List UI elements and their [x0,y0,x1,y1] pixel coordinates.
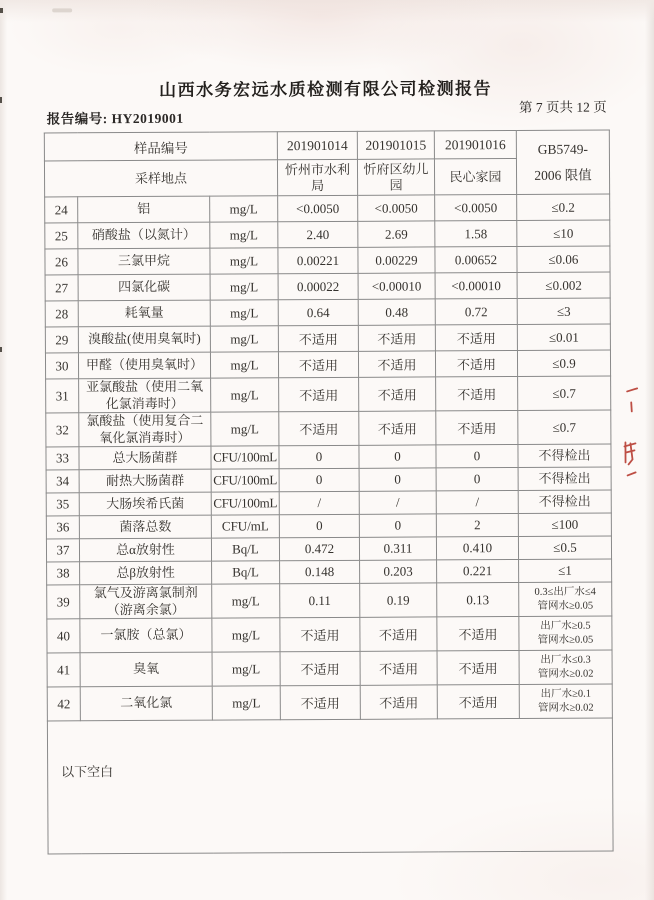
limit-line1: 出厂水≥0.1 [540,688,591,700]
limit-value-cell [517,350,610,376]
sample3-value-cell: 0.00652 [435,247,517,273]
item-name-cell: 大肠埃希氏菌 [79,492,211,516]
sample1-value-cell: 0.148 [280,560,360,583]
limit-value-cell [519,582,612,616]
sample2-value-cell: 不适用 [359,377,436,411]
header-row-sample-id [44,130,609,161]
item-name-cell: 总α放射性 [79,538,211,562]
sample3-value-cell: 0.410 [436,537,518,560]
item-name-cell: 总β放射性 [80,561,212,585]
limit-line2: 管网水≥0.02 [537,668,594,680]
unit-cell: mg/L [210,300,278,326]
unit-cell: mg/L [210,274,278,300]
limit-value-cell [518,444,611,467]
limit-value-cell [519,559,612,582]
sample1-value-cell: 0 [279,468,359,491]
limit-value-cell [518,410,611,444]
sample3-value-cell: 不适用 [437,684,519,718]
scan-edge-mark [0,8,3,13]
item-name-cell: 臭氧 [80,652,212,687]
red-stamp-fragment-icon [617,379,646,481]
page-number-indicator: 第 7 页共 12 页 [518,99,607,115]
limit-value-cell [518,513,611,536]
limit-value-cell [518,467,611,490]
unit-cell: CFU/100mL [211,492,279,515]
item-name-cell: 铝 [78,196,210,223]
sample-id-cell: 201901016 [434,131,516,159]
limit-line1: ≤10 [553,225,574,241]
limit-line1: ≤0.01 [548,329,579,345]
unit-cell: mg/L [210,222,278,248]
table-row [45,324,610,353]
unit-cell: Bq/L [211,538,279,561]
results-table-body [44,130,613,854]
table-row [46,513,611,539]
sample3-value-cell: 0 [436,445,518,468]
item-name-cell: 甲醛（使用臭氧时） [78,352,210,379]
row-number-cell: 34 [46,470,79,493]
limit-header-line2: 2006 限值 [534,167,592,183]
table-row [46,467,611,493]
sample3-value-cell: 不适用 [436,377,518,411]
table-row [47,582,612,619]
sample-id-cell: 201901015 [357,131,434,159]
sample3-value-cell: 0.72 [435,299,517,325]
item-name-cell: 耐热大肠菌群 [79,469,211,493]
table-row [45,350,610,379]
table-row [45,272,610,301]
row-number-cell: 27 [45,275,78,301]
sample2-value-cell: 0.00229 [358,247,435,273]
sample2-value-cell: 0.19 [360,583,437,617]
sample2-value-cell: / [359,491,436,514]
limit-line1: ≤1 [558,562,572,578]
sample3-value-cell: 1.58 [435,221,517,247]
sample1-value-cell: 0.00221 [278,247,358,273]
sample3-value-cell: 不适用 [436,411,518,445]
limit-line1: 不得检出 [538,470,591,487]
sample-id-cell: 201901014 [277,131,357,159]
sample2-value-cell: 2.69 [358,221,435,247]
row-number-cell: 40 [47,619,80,653]
unit-cell: mg/L [211,378,279,412]
row-number-cell: 36 [46,516,79,539]
item-name-cell: 一氯胺（总氯） [80,618,212,653]
table-row [46,536,611,562]
sample2-value-cell: 0 [359,468,436,491]
limit-line1: 0.3≤出厂水≤4 [534,586,596,598]
unit-cell: mg/L [212,618,280,652]
sample-id-label-cell: 样品编号 [44,132,277,161]
limit-line2: 管网水≥0.05 [537,600,594,612]
unit-cell: mg/L [210,352,278,378]
row-number-cell: 41 [47,653,80,687]
blank-footer-row [47,718,613,854]
unit-cell: mg/L [210,196,278,222]
site-cell: 民心家园 [434,159,516,195]
table-row [47,559,612,585]
sample1-value-cell: 不适用 [280,617,360,651]
table-row [45,246,610,275]
item-name-cell: 溴酸盐(使用臭氧时) [78,326,210,353]
sample2-value-cell: 不适用 [360,651,437,685]
scan-edge-mark [0,97,2,103]
item-name-cell: 硝酸盐（以氮计） [78,222,210,249]
item-name-cell: 氯酸盐（使用复合二氧化氯消毒时） [79,412,211,447]
row-number-cell: 35 [46,493,79,516]
row-number-cell: 32 [46,413,79,447]
row-number-cell: 24 [45,197,78,223]
row-number-cell: 42 [47,687,80,721]
unit-cell: mg/L [212,652,280,686]
report-number-label: 报告编号: [46,111,108,127]
item-name-cell: 三氯甲烷 [78,248,210,275]
sample1-value-cell: / [279,491,359,514]
limit-value-cell [518,536,611,559]
sample1-value-cell: 2.40 [278,221,358,247]
sample2-value-cell: 0.48 [358,299,435,325]
row-number-cell: 26 [45,249,78,275]
sample3-value-cell: 0.13 [437,582,519,616]
limit-value-cell [517,298,610,324]
limit-line1: ≤0.2 [551,199,575,215]
limit-line1: ≤0.002 [545,277,582,293]
sample1-value-cell: 0.00022 [278,273,358,299]
limit-value-cell [518,490,611,513]
sample3-value-cell: 不适用 [437,650,519,684]
limit-line1: 不得检出 [538,493,591,510]
sample1-value-cell: 0 [279,514,359,537]
sample1-value-cell: 不适用 [278,325,358,351]
scan-edge-mark [0,347,2,352]
table-row [45,220,610,249]
unit-cell: CFU/100mL [211,469,279,492]
report-number-line [47,107,184,128]
unit-cell: mg/L [212,584,280,618]
sample1-value-cell: 不适用 [280,651,360,685]
table-row [45,298,610,327]
sample2-value-cell: 不适用 [358,325,435,351]
limit-line1: 不得检出 [538,447,591,464]
site-cell: 忻州市水利局 [277,159,357,195]
item-name-cell: 总大肠菌群 [79,446,211,470]
sample2-value-cell: 不适用 [360,685,437,719]
sample3-value-cell: 2 [436,514,518,537]
limit-line1: ≤3 [556,303,571,319]
results-table [44,130,614,855]
limit-value-cell [517,272,610,298]
limit-line1: ≤0.9 [552,355,576,371]
limit-line1: ≤0.7 [552,419,577,435]
limit-line1: ≤0.06 [548,251,579,267]
sample3-value-cell: <0.0050 [435,195,517,221]
limit-line1: 出厂水≤0.3 [540,654,591,666]
report-number-value: HY2019001 [111,110,184,127]
table-row [47,616,612,653]
sample1-value-cell: 不适用 [279,411,359,445]
report-title: 山西水务宏远水质检测有限公司检测报告 [159,79,493,100]
limit-value-cell [519,616,612,650]
table-row [45,194,610,223]
row-number-cell: 25 [45,223,78,249]
sample1-value-cell: 0.11 [280,583,360,617]
sample1-value-cell: <0.0050 [278,195,358,221]
sample2-value-cell: 不适用 [360,617,437,651]
unit-cell: mg/L [212,686,280,720]
limit-line1: ≤0.5 [553,539,577,556]
sample1-value-cell: 0 [279,445,359,468]
sample2-value-cell: 不适用 [358,351,435,377]
item-name-cell: 耗氧量 [78,300,210,327]
sample1-value-cell: 不适用 [279,377,359,411]
sample1-value-cell: 0.472 [279,537,359,560]
table-row [46,490,611,516]
row-number-cell: 33 [46,447,79,470]
sample3-value-cell: 0 [436,468,518,491]
limit-line2: 管网水≥0.02 [537,702,594,714]
sample2-value-cell: 0 [359,514,436,537]
limit-line1: 出厂水≥0.5 [540,620,591,632]
limit-line1: ≤100 [551,516,579,533]
sample2-value-cell: <0.00010 [358,273,435,299]
row-number-cell: 28 [45,301,78,327]
sample3-value-cell: 0.221 [437,559,519,582]
row-number-cell: 29 [45,327,78,353]
limit-value-cell [519,684,612,718]
limit-header-cell [516,130,609,194]
item-name-cell: 四氯化碳 [78,274,210,301]
limit-value-cell [517,194,610,220]
sample3-value-cell: 不适用 [435,351,517,377]
sample1-value-cell: 0.64 [278,299,358,325]
limit-value-cell [518,376,611,410]
unit-cell: mg/L [210,248,278,274]
limit-line1: ≤0.7 [552,385,576,401]
unit-cell: CFU/mL [211,515,279,538]
footer-note-cell: 以下空白 [47,718,613,854]
limit-header-line1: GB5749- [537,141,589,157]
sample2-value-cell: 0.203 [360,560,437,583]
site-label-cell: 采样地点 [44,160,277,197]
sample3-value-cell: <0.00010 [435,273,517,299]
sample3-value-cell: 不适用 [435,325,517,351]
item-name-cell: 菌落总数 [79,515,211,539]
row-number-cell: 37 [46,539,79,562]
sample2-value-cell: 0.311 [359,537,436,560]
item-name-cell: 亚氯酸盐（使用二氧化氯消毒时） [79,378,211,413]
limit-value-cell [517,324,610,350]
table-row [47,650,612,687]
item-name-cell: 氯气及游离氯制剂（游离余氯） [80,584,212,619]
limit-value-cell [519,650,612,684]
sample2-value-cell: <0.0050 [358,195,435,221]
row-number-cell: 38 [47,562,80,585]
sample2-value-cell: 不适用 [359,411,436,445]
row-number-cell: 30 [45,353,78,379]
sample3-value-cell: 不适用 [437,616,519,650]
sample1-value-cell: 不适用 [278,351,358,377]
scan-smudge [52,8,72,12]
table-row [46,444,611,470]
unit-cell: CFU/100mL [211,446,279,469]
table-row [46,410,611,447]
sample1-value-cell: 不适用 [280,685,360,719]
unit-cell: Bq/L [212,561,280,584]
sample2-value-cell: 0 [359,445,436,468]
limit-line2: 管网水≥0.05 [537,634,594,646]
limit-value-cell [517,220,610,246]
row-number-cell: 39 [47,585,80,619]
site-cell: 忻府区幼儿园 [357,159,434,195]
row-number-cell: 31 [46,379,79,413]
limit-value-cell [517,246,610,272]
item-name-cell: 二氧化氯 [80,686,212,721]
unit-cell: mg/L [211,412,279,446]
table-row [47,684,612,721]
table-row [46,376,611,413]
unit-cell: mg/L [210,326,278,352]
sample3-value-cell: / [436,491,518,514]
